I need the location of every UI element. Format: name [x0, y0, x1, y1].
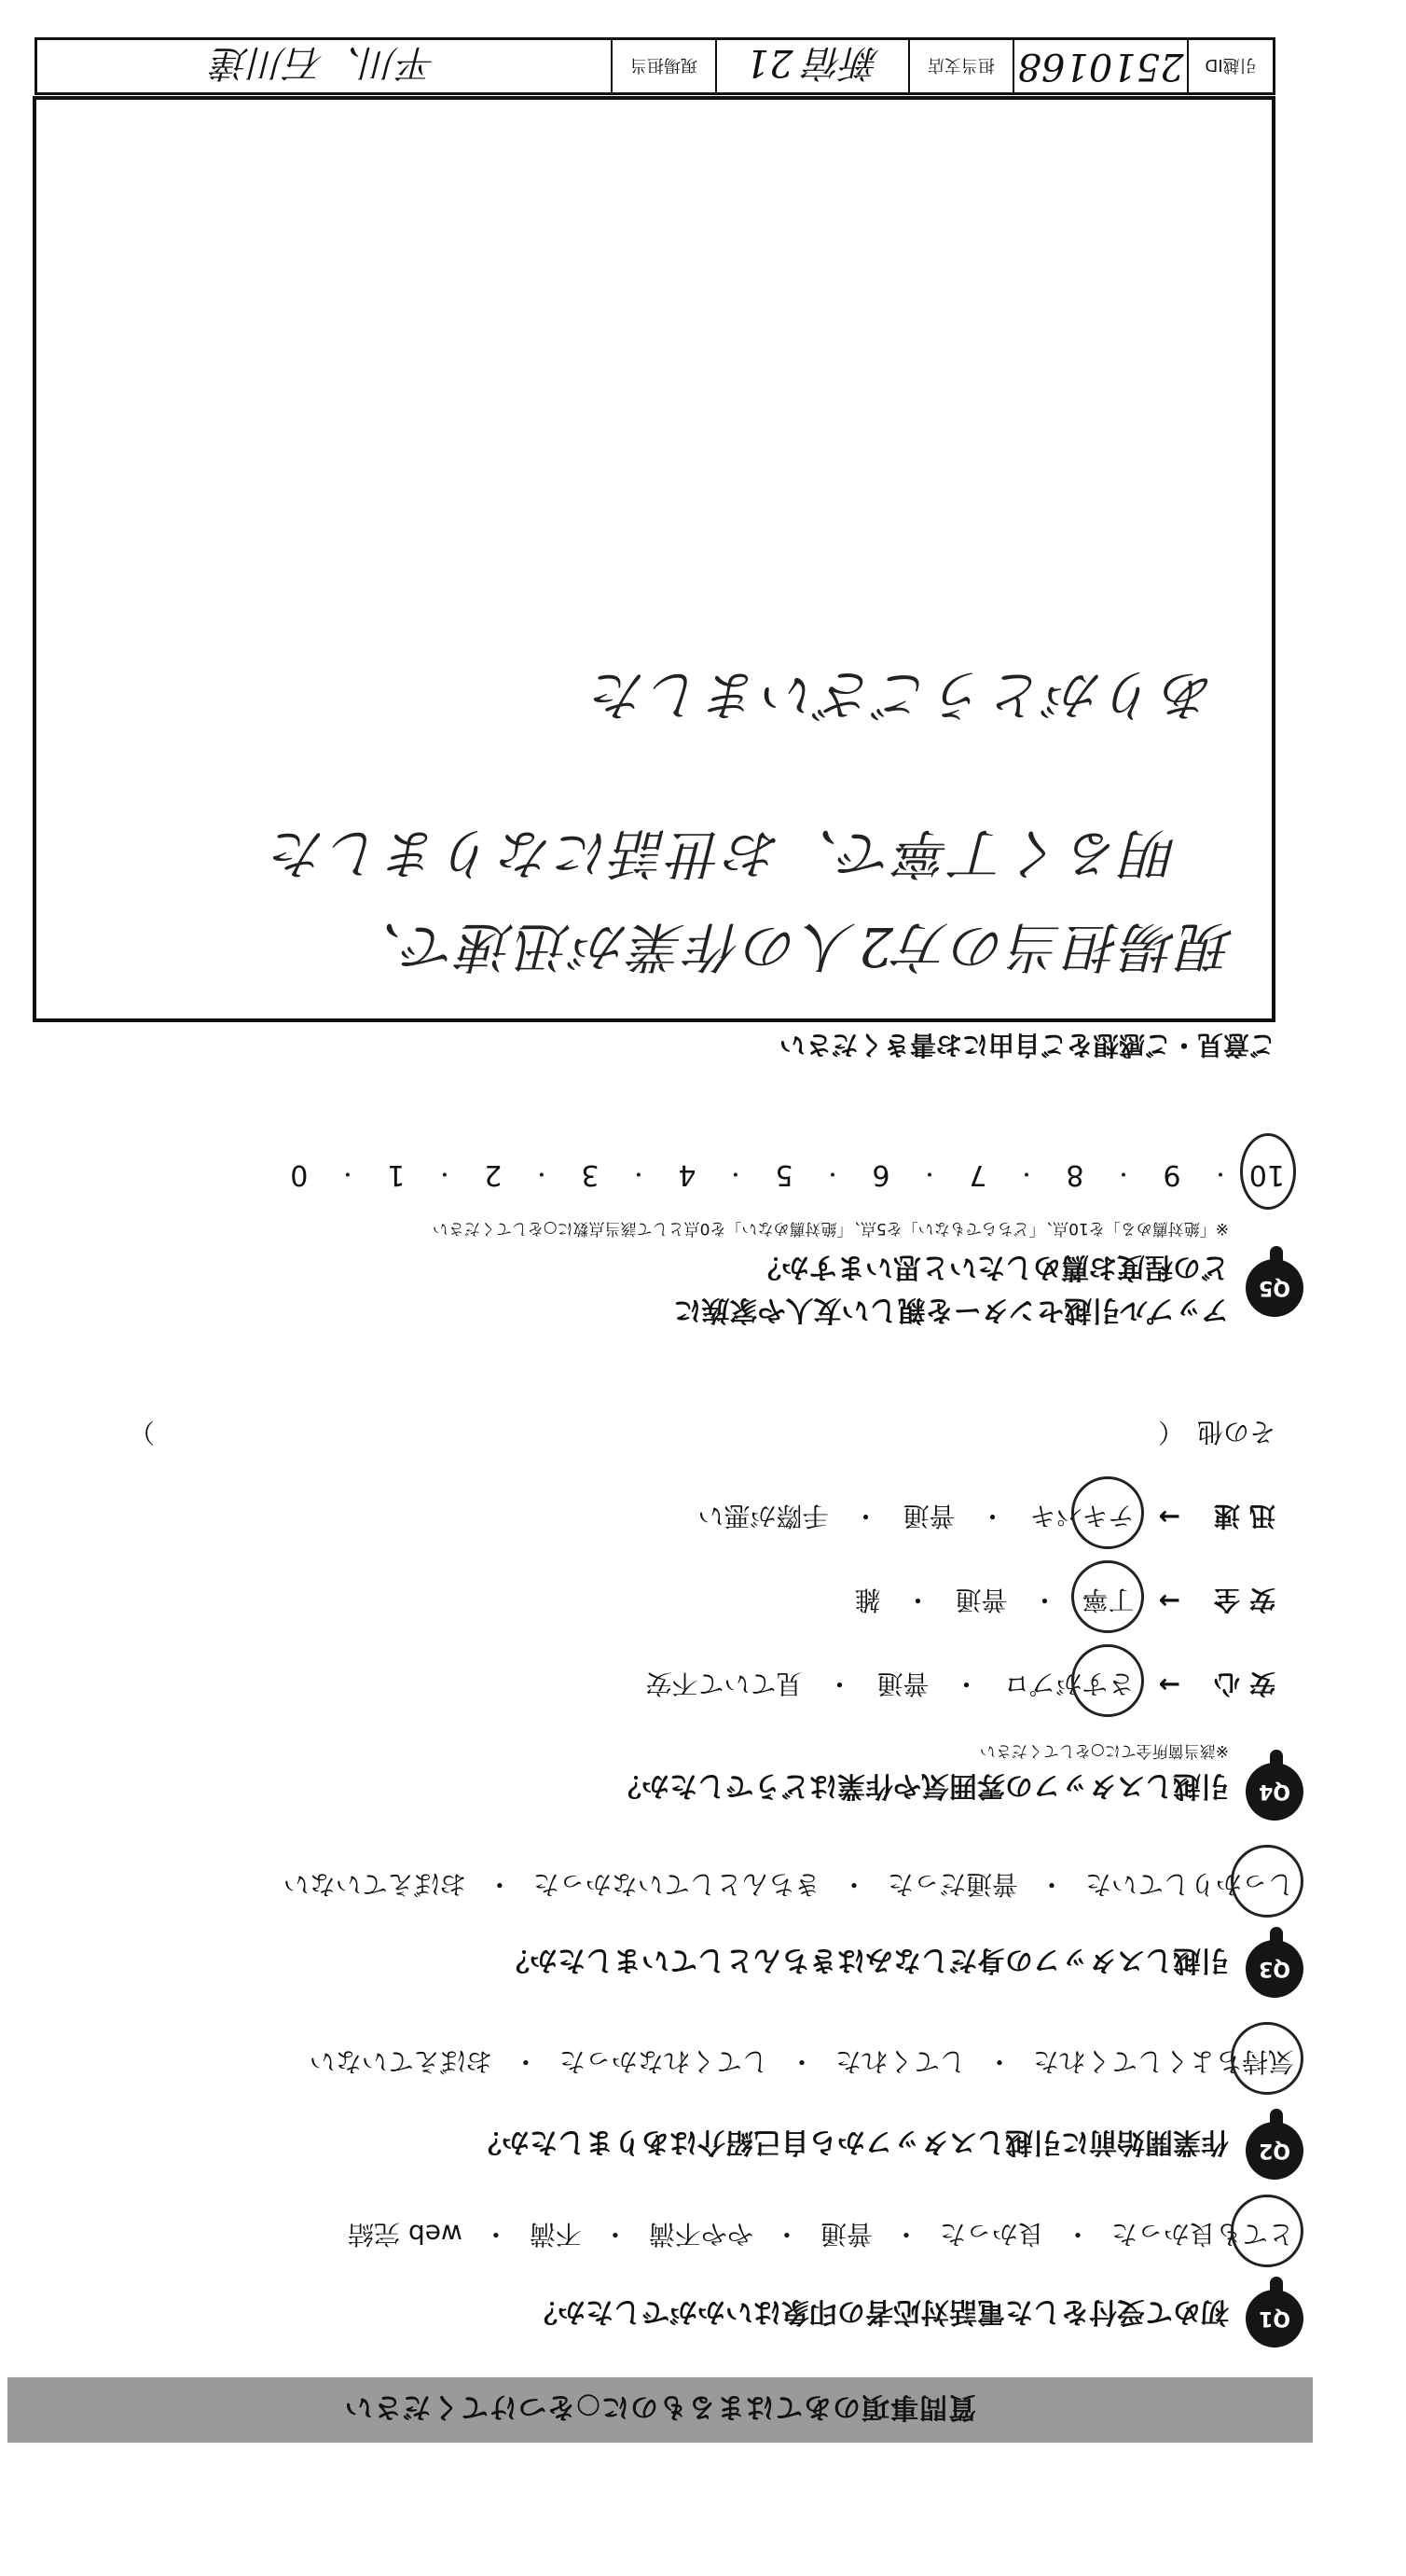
branch-label: 担当支店 [908, 40, 1013, 92]
q4-row-anzen [854, 1583, 1275, 1620]
q4-row-anshin [645, 1667, 1275, 1704]
q1-separator: ・ [482, 2219, 509, 2250]
move-id-label: 引越ID [1187, 40, 1273, 92]
q5-badge-icon [1246, 1259, 1303, 1317]
q5-scale-separator: ・ [1015, 1161, 1037, 1184]
comments-label: ご意見・ご感想をご自由にお書きください [779, 1030, 1275, 1060]
q1-separator: ・ [601, 2219, 628, 2250]
q4-other-text: その他 [1196, 1417, 1275, 1447]
q5-scale-separator: ・ [724, 1161, 746, 1184]
q5-question-line2: どの程度お薦めしたいと思いますか？ [753, 1251, 1229, 1283]
q4-option[interactable]: 雑 [854, 1585, 881, 1615]
q2-option[interactable]: おぼえていない [309, 2046, 492, 2077]
q5-scale-separator: ・ [1112, 1161, 1134, 1184]
q2-option[interactable]: してくれた [834, 2046, 966, 2077]
q1-option[interactable]: 不満 [529, 2219, 582, 2250]
q4-option[interactable]: 普通 [955, 1585, 1008, 1615]
q5-score-option[interactable]: 7 [969, 1158, 987, 1191]
q5-score-option[interactable]: 3 [581, 1158, 600, 1191]
q4-separator: ・ [826, 1669, 853, 1699]
q5-score-option[interactable]: 5 [775, 1158, 793, 1191]
instruction-text: 質問事項のあてはまるものに○をつけてください [343, 2390, 977, 2423]
q2-options [310, 2044, 1294, 2082]
q3-option[interactable]: きちんとしていなかった [532, 1869, 820, 1900]
q1-separator: ・ [773, 2219, 800, 2250]
q2-option[interactable]: してくれなかった [558, 2046, 768, 2077]
q1-badge-icon [1246, 2290, 1303, 2347]
q4-option[interactable]: 見ていて不安 [645, 1669, 803, 1699]
q4-row-label: 迅速 [1204, 1501, 1275, 1531]
arrow-right-icon: → [1158, 1502, 1180, 1533]
q4-note: ※該当箇所全てに○をしてください [979, 1741, 1229, 1760]
q1-option[interactable]: やや不満 [648, 2219, 753, 2250]
q4-row-label: 安心 [1204, 1669, 1275, 1699]
q2-separator: ・ [512, 2046, 539, 2077]
q4-option[interactable]: テキパキ [1030, 1499, 1135, 1536]
q2-badge-icon [1246, 2122, 1303, 2180]
q4-separator: ・ [979, 1501, 1006, 1531]
q4-other-row [129, 1415, 1275, 1452]
q1-separator: ・ [1064, 2219, 1091, 2250]
q1-option[interactable]: 良かった [939, 2219, 1044, 2250]
q4-separator: ・ [1031, 1585, 1058, 1615]
footer-table [34, 37, 1275, 95]
q2-option[interactable]: 気持ちよくしてくれた [1033, 2044, 1294, 2082]
move-id-value: 2510168 [1013, 40, 1187, 92]
q4-row-label: 安全 [1204, 1585, 1275, 1615]
q3-options [283, 1867, 1294, 1904]
q4-other-close: ） [129, 1417, 156, 1447]
staff-value: 平川、石川達 [212, 41, 436, 85]
q1-option[interactable]: web 完結 [348, 2219, 462, 2250]
q3-option[interactable]: しっかりしていた [1085, 1867, 1294, 1904]
q1-question: 初めて受付をした電話対応者の印象はいかがでしたか？ [530, 2295, 1229, 2328]
q1-badge-label: Q1 [1259, 2306, 1291, 2331]
branch-value: 新宿 21 [715, 40, 908, 92]
q5-score-option[interactable]: 10 [1248, 1158, 1285, 1191]
q5-score-option[interactable]: 8 [1066, 1158, 1084, 1191]
q5-scale-separator: ・ [821, 1161, 843, 1184]
q3-separator: ・ [840, 1869, 867, 1900]
q4-option[interactable]: 手際が悪い [697, 1501, 829, 1531]
q1-separator: ・ [892, 2219, 919, 2250]
comment-line-2: 明るく丁寧で、お世話になりました [269, 822, 1179, 885]
arrow-right-icon: → [1158, 1669, 1180, 1701]
q3-separator: ・ [1038, 1869, 1065, 1900]
q3-badge-icon [1246, 1940, 1303, 1998]
instruction-banner [7, 2377, 1313, 2443]
q1-option[interactable]: とても良かった [1111, 2217, 1294, 2254]
q4-other-label [1158, 1415, 1275, 1452]
q5-score-option[interactable]: 1 [387, 1158, 406, 1191]
q2-question: 作業開始前に引越しスタッフから自己紹介はありましたか？ [474, 2126, 1229, 2158]
q1-option[interactable]: 普通 [820, 2219, 873, 2250]
q5-scale-separator: ・ [434, 1161, 455, 1184]
q4-separator: ・ [904, 1585, 931, 1615]
q2-separator: ・ [986, 2046, 1013, 2077]
q4-option[interactable]: 丁寧 [1082, 1583, 1135, 1620]
q4-option[interactable]: 普通 [903, 1501, 956, 1531]
q4-row-jinsoku [697, 1499, 1275, 1536]
q4-badge-icon [1246, 1763, 1303, 1821]
q4-other-open: （ [1157, 1417, 1171, 1447]
comment-line-3: ありがとうございました [589, 663, 1216, 727]
comment-line-1: 現場担当の方2人の作業が迅速で、 [345, 915, 1234, 978]
q4-separator: ・ [852, 1501, 879, 1531]
q5-note: ※「絶対薦める」を10点、「どちらでもない」を5点、「絶対薦めない」を0点として該当点数に○をしてください [432, 1219, 1229, 1238]
q4-badge-label: Q4 [1259, 1780, 1291, 1804]
q4-question: 引越しスタッフの雰囲気や作業はどうでしたか？ [613, 1769, 1229, 1802]
q3-question: 引越しスタッフの身だしなみはきちんとしていましたか？ [502, 1944, 1229, 1976]
q5-score-option[interactable]: 4 [678, 1158, 696, 1191]
comments-box [33, 96, 1275, 1022]
q5-scale-separator: ・ [918, 1161, 940, 1184]
q2-separator: ・ [788, 2046, 815, 2077]
q4-separator: ・ [953, 1669, 980, 1699]
q5-scale-separator: ・ [531, 1161, 552, 1184]
q5-scale-separator: ・ [627, 1161, 649, 1184]
q5-scale-separator: ・ [337, 1161, 358, 1184]
q2-badge-label: Q2 [1259, 2139, 1291, 2163]
q4-option[interactable]: 普通 [876, 1669, 930, 1699]
q4-option[interactable]: さすがプロ [1004, 1667, 1135, 1704]
q5-scale-separator: ・ [1209, 1161, 1231, 1184]
staff-label: 現場担当 [611, 40, 715, 92]
q3-option[interactable]: 普通だった [887, 1869, 1018, 1900]
q5-score-option[interactable]: 6 [872, 1158, 890, 1191]
q1-options [348, 2217, 1294, 2254]
q5-badge-label: Q5 [1259, 1276, 1291, 1300]
q5-scale [283, 1158, 1285, 1191]
q3-badge-label: Q3 [1259, 1957, 1291, 1981]
arrow-right-icon: → [1158, 1586, 1180, 1617]
q5-score-option[interactable]: 9 [1163, 1158, 1181, 1191]
q3-separator: ・ [486, 1869, 513, 1900]
q5-question-line1: アップル引越センターを親しい友人や家族に [673, 1294, 1229, 1326]
q3-option[interactable]: おぼえていない [283, 1869, 466, 1900]
q5-score-option[interactable]: 2 [484, 1158, 503, 1191]
q5-score-option[interactable]: 0 [290, 1158, 309, 1191]
